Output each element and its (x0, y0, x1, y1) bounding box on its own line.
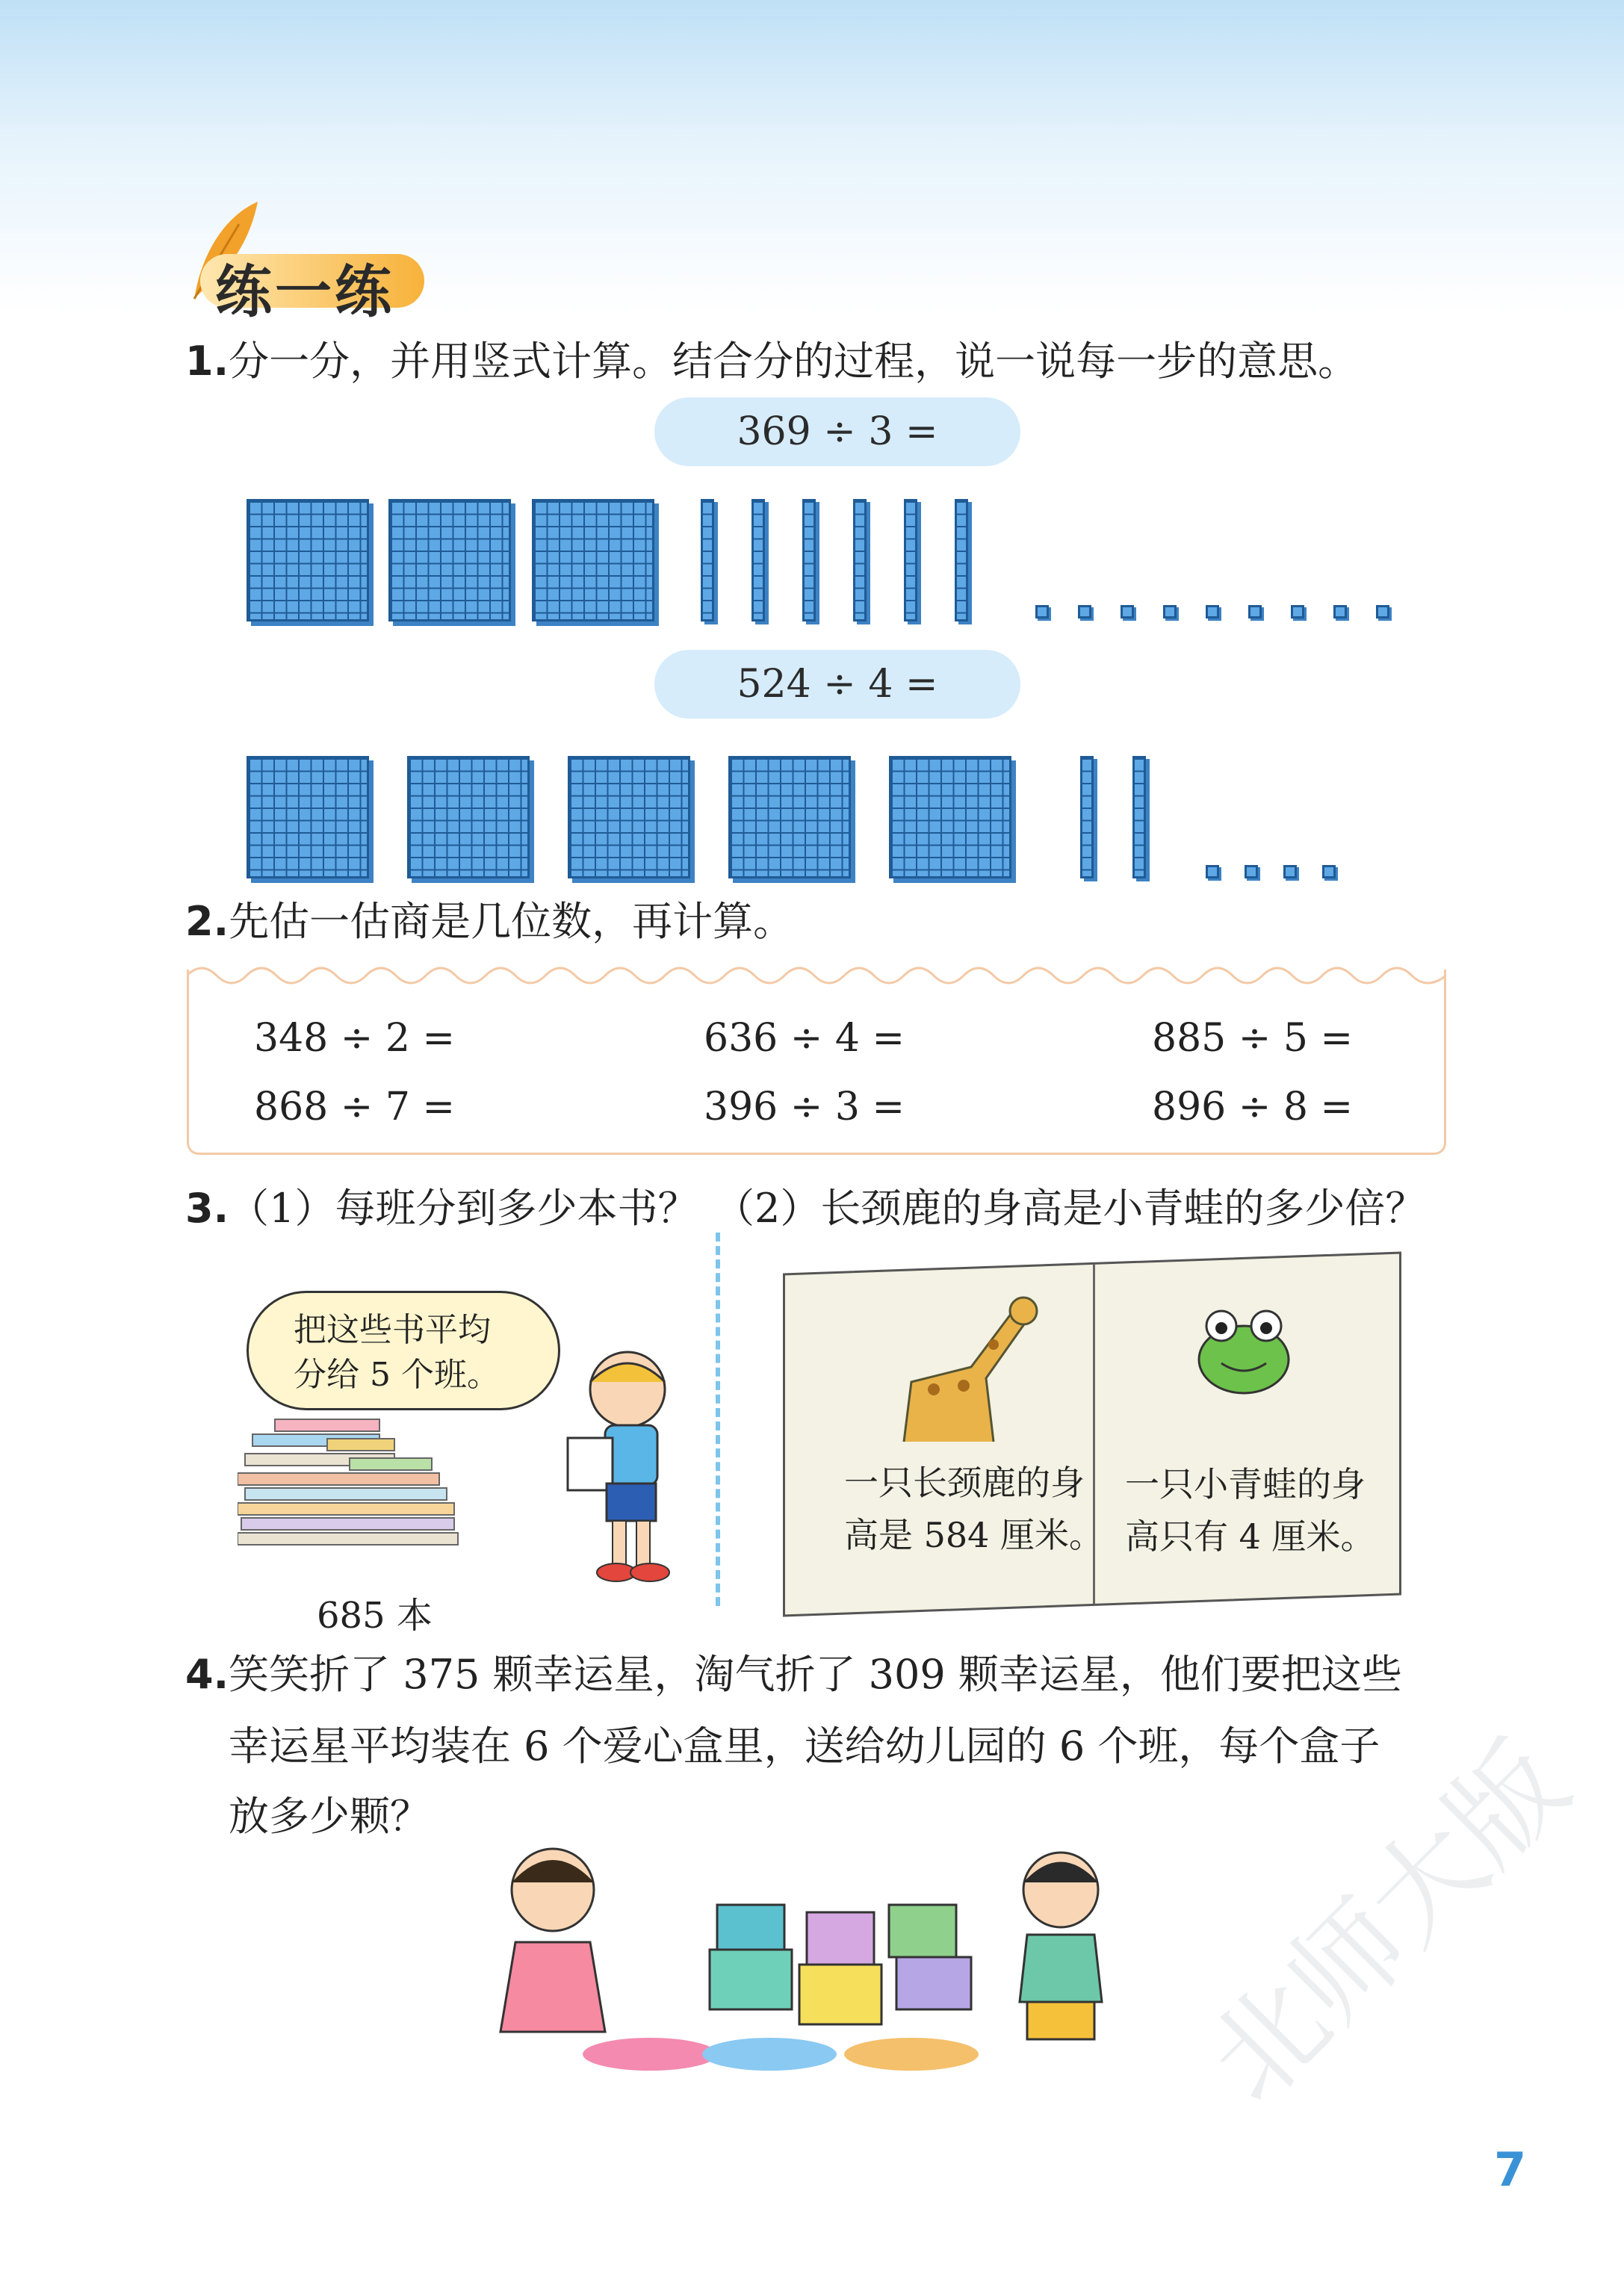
question-1-text: 分一分，并用竖式计算。结合分的过程，说一说每一步的意思。 (229, 338, 1359, 385)
calc-868-div-7: 868 ÷ 7 = (254, 1085, 456, 1129)
unit-cube (1322, 865, 1336, 878)
books-count-label: 685 本 (317, 1595, 433, 1637)
unit-cube (1283, 865, 1297, 878)
hundred-flat (532, 499, 654, 621)
ten-rod (904, 499, 917, 621)
calc-896-div-8: 896 ÷ 8 = (1152, 1085, 1354, 1129)
bubble-line-1: 把这些书平均 (294, 1311, 491, 1349)
question-2-number: 2. (185, 898, 229, 945)
question-4-line-2: 幸运星平均装在 6 个爱心盒里，送给幼儿园的 6 个班，每个盒子 (229, 1723, 1380, 1770)
giraffe-caption (844, 1457, 1103, 1561)
unit-cube (1248, 605, 1262, 619)
frog-caption-line-2: 高只有 4 厘米。 (1125, 1516, 1375, 1557)
divider-dashed (716, 1233, 720, 1606)
unit-cube (1035, 605, 1049, 619)
unit-cube (1206, 865, 1219, 878)
ten-rod (701, 499, 714, 621)
question-3-part-2: （2）长颈鹿的身高是小青蛙的多少倍？ (714, 1185, 1426, 1232)
hundred-flat (388, 499, 511, 621)
ten-rod (802, 499, 816, 621)
expression-369-div-3: 369 ÷ 3 = (654, 397, 1020, 466)
speech-bubble (247, 1291, 560, 1410)
ten-rod (955, 499, 968, 621)
ten-rod (1080, 756, 1094, 878)
frog-caption-line-1: 一只小青蛙的身 (1125, 1464, 1366, 1504)
giraffe-illustration (881, 1292, 1061, 1457)
question-3 (185, 1186, 698, 1231)
giraffe-caption-line-2: 高是 584 厘米。 (844, 1515, 1104, 1555)
question-4-number: 4. (185, 1651, 229, 1698)
calc-885-div-5: 885 ÷ 5 = (1152, 1016, 1354, 1061)
frog-caption (1125, 1458, 1375, 1563)
unit-cube (1078, 605, 1091, 619)
question-3-part-1: （1）每班分到多少本书？ (229, 1185, 698, 1232)
question-4 (185, 1652, 1402, 1697)
calc-396-div-3: 396 ÷ 3 = (704, 1085, 905, 1129)
question-1 (185, 339, 1358, 384)
hundred-flat (407, 756, 530, 878)
expression-524-div-4: 524 ÷ 4 = (654, 650, 1020, 719)
unit-cube (1376, 605, 1389, 619)
hundred-flat (728, 756, 851, 878)
ten-rod (853, 499, 867, 621)
unit-cube (1333, 605, 1347, 619)
question-4-line-3: 放多少颗？ (229, 1793, 430, 1840)
hundred-flat (247, 499, 369, 621)
watermark: 北师大版 (1183, 1718, 1593, 2127)
question-4-line-1: 笑笑折了 375 颗幸运星，淘气折了 309 颗幸运星，他们要把这些 (229, 1651, 1402, 1698)
question-1-number: 1. (185, 338, 229, 385)
hundred-flat (568, 756, 690, 878)
boy-illustration (553, 1345, 687, 1591)
bubble-line-2: 分给 5 个班。 (294, 1356, 500, 1394)
frog-illustration (1188, 1300, 1300, 1404)
books-stack-illustration (238, 1412, 462, 1561)
heading-text: 练一练 (215, 258, 394, 325)
unit-cube (1291, 605, 1304, 619)
calc-636-div-4: 636 ÷ 4 = (704, 1016, 905, 1061)
unit-cube (1163, 605, 1177, 619)
question-2-text: 先估一估商是几位数，再计算。 (229, 898, 794, 945)
ten-rod (751, 499, 765, 621)
unit-cube (1121, 605, 1134, 619)
children-boxes-illustration (493, 1838, 1135, 2077)
page-number: 7 (1494, 2142, 1527, 2197)
question-2 (185, 899, 793, 944)
hundred-flat (889, 756, 1011, 878)
hundred-flat (247, 756, 369, 878)
unit-cube (1206, 605, 1219, 619)
calc-348-div-2: 348 ÷ 2 = (254, 1016, 456, 1061)
question-3-number: 3. (185, 1185, 229, 1232)
giraffe-caption-line-1: 一只长颈鹿的身 (844, 1463, 1085, 1503)
section-heading (179, 194, 448, 325)
unit-cube (1245, 865, 1258, 878)
ten-rod (1132, 756, 1146, 878)
